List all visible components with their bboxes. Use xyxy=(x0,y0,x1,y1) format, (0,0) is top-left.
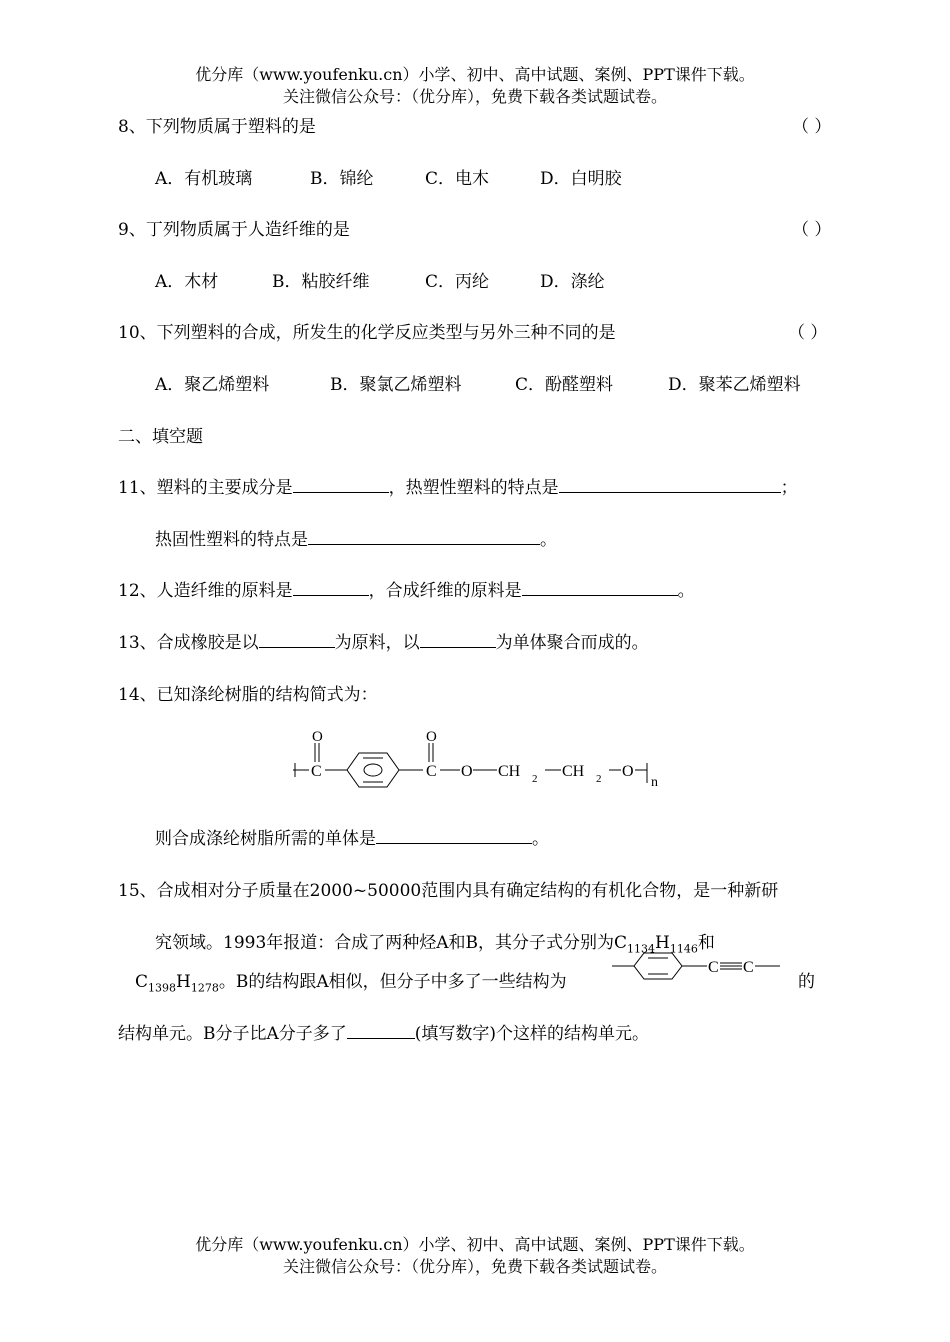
question-8-option-c: C．电木 xyxy=(425,169,490,189)
question-9-option-d: D．涤纶 xyxy=(540,272,605,292)
question-8-stem: 8、下列物质属于塑料的是 xyxy=(118,117,316,137)
dacron-structure-formula xyxy=(285,725,685,795)
question-14-stem: 14、已知涤纶树脂的结构简式为： xyxy=(118,685,378,705)
formula-subscript: 1134 xyxy=(627,942,656,956)
question-15-line-4-end: (填写数字)个这样的结构单元。 xyxy=(414,1024,650,1044)
question-12-part-1: 12、人造纤维的原料是 xyxy=(118,581,293,601)
footer-line-1: 优分库（www.youfenku.cn）小学、初中、高中试题、案例、PPT课件下载。 xyxy=(195,1235,755,1254)
section-title-fill-in: 二、填空题 xyxy=(118,427,203,447)
question-12-part-3: 。 xyxy=(677,581,695,601)
formula-h: H xyxy=(655,933,670,953)
question-11-line-2 xyxy=(155,525,557,550)
question-9-option-c: C．丙纶 xyxy=(425,272,490,292)
formula-ester-oxygen: O xyxy=(461,763,473,780)
question-11-line-1 xyxy=(118,473,798,498)
question-14-after-2: 。 xyxy=(532,829,549,849)
question-13 xyxy=(118,628,649,653)
formula-carbon: C xyxy=(426,763,437,780)
question-8-option-d: D．白明胶 xyxy=(540,169,622,189)
formula-carbon: C xyxy=(311,763,322,780)
question-9-stem: 9、丁列物质属于人造纤维的是 xyxy=(118,220,350,240)
formula-ch2: CH xyxy=(498,763,521,780)
question-11-part-1: 11、塑料的主要成分是 xyxy=(118,478,293,498)
question-15-line-1: 15、合成相对分子质量在2000~50000范围内具有确定结构的有机化合物，是一种新研 xyxy=(118,881,779,901)
answer-blank[interactable] xyxy=(420,629,496,648)
formula-carbonyl-oxygen: O xyxy=(426,729,437,745)
formula-ether-oxygen: O xyxy=(622,763,634,780)
answer-blank[interactable] xyxy=(376,825,532,844)
question-13-part-3: 为单体聚合而成的。 xyxy=(495,633,649,653)
question-13-part-2: 为原料，以 xyxy=(334,633,420,653)
formula-h: H xyxy=(176,972,191,992)
question-8-option-a: A．有机玻璃 xyxy=(155,169,253,189)
question-15-line-3-end: 的 xyxy=(798,972,815,992)
question-13-part-1: 13、合成橡胶是以 xyxy=(118,633,259,653)
question-9-option-b: B．粘胶纤维 xyxy=(272,272,370,292)
question-14-after-1: 则合成涤纶树脂所需的单体是 xyxy=(155,829,376,849)
question-11-part-2: ，热塑性塑料的特点是 xyxy=(388,478,559,498)
question-12-part-2: ，合成纤维的原料是 xyxy=(368,581,522,601)
unit-carbon: C xyxy=(743,959,754,976)
question-15-line-4 xyxy=(118,1019,649,1044)
question-10-option-c: C．酚醛塑料 xyxy=(515,375,614,395)
question-11-part-3: ； xyxy=(780,478,798,498)
formula-carbonyl-oxygen: O xyxy=(312,729,323,745)
question-9-answer-bracket: （ ） xyxy=(792,220,832,240)
question-10-option-b: B．聚氯乙烯塑料 xyxy=(330,375,462,395)
answer-blank[interactable] xyxy=(293,474,389,493)
formula-subscript: 2 xyxy=(532,773,538,785)
question-15-and: 和 xyxy=(697,933,715,953)
question-15-line-3-text: 。B的结构跟A相似，但分子中多了一些结构为 xyxy=(218,972,567,992)
question-14-monomer-line xyxy=(155,824,549,849)
answer-blank[interactable] xyxy=(347,1020,415,1039)
formula-subscript: 1398 xyxy=(148,981,177,995)
answer-blank[interactable] xyxy=(293,577,369,596)
phenylethynyl-unit-structure xyxy=(612,950,787,986)
answer-blank[interactable] xyxy=(259,629,335,648)
answer-blank[interactable] xyxy=(559,474,781,493)
question-15-line-4-text: 结构单元。B分子比A分子多了 xyxy=(118,1024,347,1044)
question-10-option-a: A．聚乙烯塑料 xyxy=(155,375,270,395)
formula-subscript: 1278 xyxy=(190,981,219,995)
formula-subscript: 2 xyxy=(596,773,602,785)
question-15-line-2-text: 究领域。1993年报道：合成了两种烃A和B，其分子式分别为C xyxy=(155,933,628,953)
header-line-2: 关注微信公众号：（优分库），免费下载各类试题试卷。 xyxy=(282,87,667,106)
question-8-answer-bracket: （ ） xyxy=(792,117,832,137)
question-11-part-5: 。 xyxy=(540,530,557,550)
unit-carbon: C xyxy=(708,959,719,976)
question-10-option-d: D．聚苯乙烯塑料 xyxy=(668,375,801,395)
formula-repeat-n: n xyxy=(651,775,658,790)
question-10-answer-bracket: （ ） xyxy=(788,323,828,343)
question-12 xyxy=(118,576,695,601)
question-9-option-a: A．木材 xyxy=(155,272,219,292)
question-10-stem: 10、下列塑料的合成，所发生的化学反应类型与另外三种不同的是 xyxy=(118,323,616,343)
question-8-option-b: B．锦纶 xyxy=(310,169,374,189)
formula-ch2: CH xyxy=(562,763,585,780)
question-11-part-4: 热固性塑料的特点是 xyxy=(155,530,308,550)
answer-blank[interactable] xyxy=(522,577,678,596)
question-15-line-3 xyxy=(135,967,567,994)
header-line-1: 优分库（www.youfenku.cn）小学、初中、高中试题、案例、PPT课件下载。 xyxy=(195,65,755,84)
formula-subscript: 1146 xyxy=(669,942,698,956)
footer-line-2: 关注微信公众号：（优分库），免费下载各类试题试卷。 xyxy=(282,1257,667,1276)
formula-c: C xyxy=(135,972,149,992)
answer-blank[interactable] xyxy=(308,526,540,545)
